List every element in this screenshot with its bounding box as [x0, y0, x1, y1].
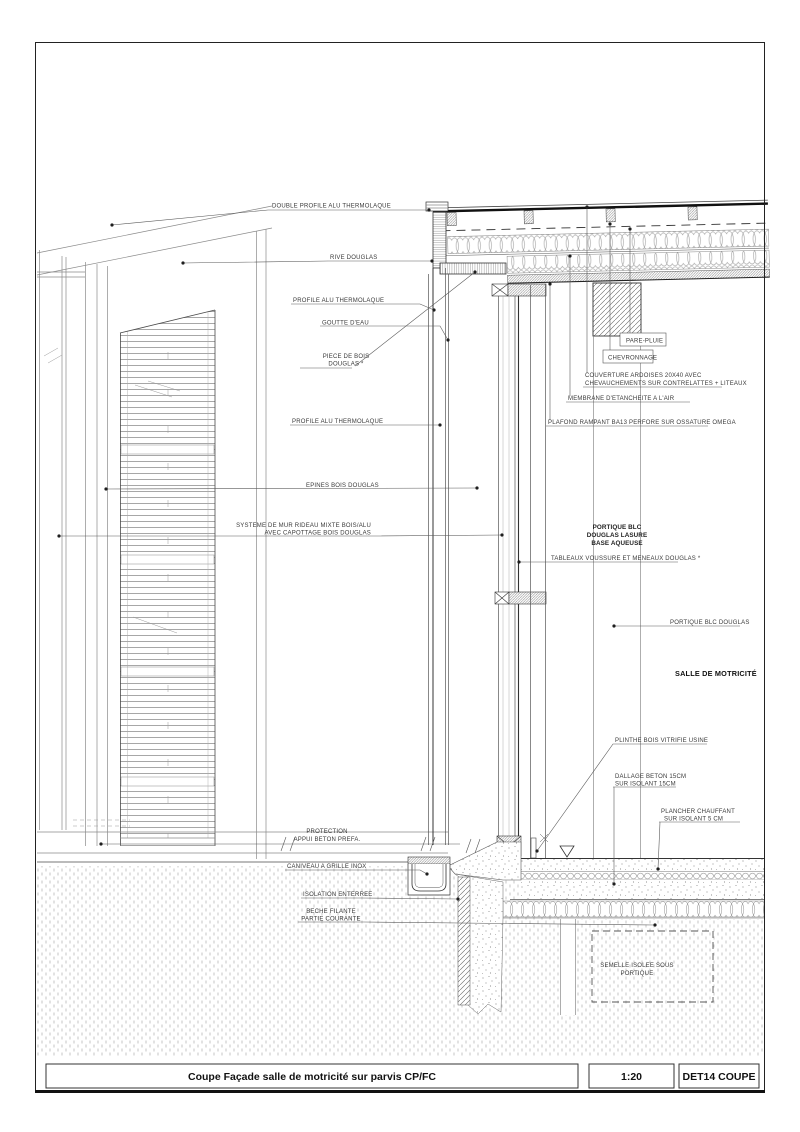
label-semelle-1: SEMELLE ISOLEE SOUS — [600, 963, 674, 969]
label-portique-3: BASE AQUEUSE — [591, 540, 643, 547]
label-epines-bois: EPINES BOIS DOUGLAS — [306, 483, 379, 489]
insulation-5cm-layer — [521, 872, 764, 880]
wood-cladding-louvers — [120, 308, 215, 839]
label-plinthe: PLINTHE BOIS VITRIFIE USINE — [615, 738, 709, 744]
label-plancher-1: PLANCHER CHAUFFANT — [661, 809, 735, 815]
dallage-beton-layer — [521, 880, 764, 899]
label-double-profile-alu: DOUBLE PROFILE ALU THERMOLAQUE — [272, 203, 391, 210]
caniveau-channel — [408, 857, 450, 895]
rive-douglas-board — [433, 212, 446, 268]
label-plafond-rampant: PLAFOND RAMPANT BA13 PERFORE SUR OSSATURE OMEGA — [548, 420, 736, 426]
label-caniveau: CANIVEAU A GRILLE INOX — [287, 864, 367, 870]
room-label-salle-motricite: SALLE DE MOTRICITÉ — [675, 669, 757, 678]
label-chevronnage: CHEVRONNAGE — [608, 355, 658, 362]
curtain-wall-transom — [495, 592, 546, 604]
label-protection-1: PROTECTION — [306, 829, 348, 835]
label-beche-2: PARTIE COURANTE — [301, 916, 361, 923]
label-membrane-etancheite: MEMBRANE D'ETANCHEITE A L'AIR — [568, 396, 675, 402]
floor-build-up — [503, 859, 764, 919]
label-rive-douglas: RIVE DOUGLAS — [330, 255, 378, 261]
label-couverture-1: COUVERTURE ARDOISES 20X40 AVEC — [585, 373, 702, 379]
label-systeme-mur-rideau-2: AVEC CAPOTTAGE BOIS DOUGLAS — [264, 530, 371, 537]
label-goutte-eau: GOUTTE D'EAU — [322, 320, 369, 327]
label-semelle-2: PORTIQUE — [620, 971, 654, 977]
label-dallage-2: SUR ISOLANT 15CM — [615, 781, 676, 788]
label-plancher-2: SUR ISOLANT 5 CM — [664, 816, 724, 823]
label-dallage-1: DALLAGE BETON 15CM — [615, 774, 687, 780]
label-couverture-2: CHEVAUCHEMENTS SUR CONTRELATTES + LITEAUX — [585, 381, 747, 387]
caniveau-grille — [408, 857, 450, 864]
label-beche-1: BECHE FILANTE — [306, 909, 356, 915]
label-piece-bois-1: PIECE DE BOIS — [322, 354, 370, 360]
label-portique-1: PORTIQUE BLC — [592, 524, 642, 531]
portique-blc-section — [593, 283, 641, 336]
curtain-wall-head — [492, 284, 546, 296]
label-profile-alu-1: PROFILE ALU THERMOLAQUE — [293, 298, 385, 304]
label-tableaux-voussure: TABLEAUX VOUSSURE ET MENEAUX DOUGLAS * — [551, 556, 701, 562]
soffit-wood-piece — [440, 263, 506, 274]
drawing-title: Coupe Façade salle de motricité sur parvis CP/FC — [188, 1071, 436, 1083]
label-isolation-enterree: ISOLATION ENTERREE — [303, 892, 373, 898]
drawing-scale: 1:20 — [620, 1071, 643, 1083]
heated-screed-layer — [521, 859, 764, 871]
title-block — [46, 1064, 759, 1088]
label-systeme-mur-rideau-1: SYSTEME DE MUR RIDEAU MIXTE BOIS/ALU — [236, 523, 371, 529]
label-portique-2: DOUGLAS LASURE — [586, 532, 648, 539]
label-portique-blc-douglas: PORTIQUE BLC DOUGLAS — [670, 620, 750, 626]
insulation-15cm-layer — [503, 901, 764, 917]
label-profile-alu-2: PROFILE ALU THERMOLAQUE — [292, 419, 384, 425]
label-piece-bois-2: DOUGLAS * — [328, 361, 364, 368]
buried-insulation-strip — [458, 877, 470, 1005]
plinthe-section — [531, 838, 536, 858]
drawing-reference: DET14 COUPE — [682, 1071, 756, 1083]
label-protection-2: APPUI BETON PREFA. — [293, 837, 361, 843]
label-pare-pluie: PARE-PLUIE — [626, 338, 664, 345]
